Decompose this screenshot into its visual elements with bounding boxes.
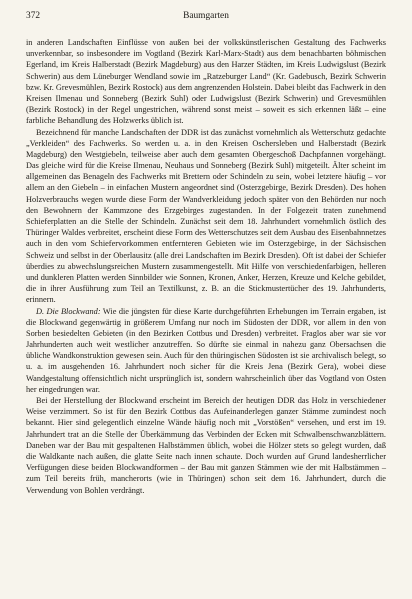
paragraph-text: Bei der Herstellung der Blockwand erscheint im Bereich der heutigen DDR das Holz in verschiedener Weise verzimmert. So ist für den Bezirk Cottbus das Aufeinanderlegen ganzer Stämme zumindest noch bekannt. Hier sind gelegentlich einzelne Wände häufig noch mit „Vorstößen“ versehen, und erst im 19. Jahrhundert trat an die Stelle der Überkämmung das Verbinden der Ecken mit Schwalbenschwanzblättern. Daneben war der Bau mit gespaltenen Halbstämmen üblich, wobei die Hölzer stets so gelegt wurden, daß die Waldkante nach außen, die glatte Seite nach innen schaute. Doch wurden auf Grund landesherrlicher Verfügungen diese beiden Blockwandformen – der Bau mit ganzen Stämmen wie der mit Halbstämmen – zum Teil bereits früh, mancherorts (wie in Thüringen) schon seit dem 16. Jahrhundert, durch die Verwendung von Bohlen verdrängt. — [26, 396, 386, 495]
body-text — [26, 37, 386, 496]
paragraph — [26, 127, 386, 306]
page-header — [26, 11, 386, 25]
paragraph — [26, 395, 386, 496]
section-title: D. Die Blockwand: — [36, 306, 101, 316]
paragraph-text: in anderen Landschaften Einflüsse von außen bei der volkskünstlerischen Gestaltung des Fachwerks unverkennbar, so insbesondere im Vogtland (Bezirk Karl-Marx-Stadt) aus dem benachbarten böhmischen Egerland, im Kreis Halberstadt (Bezirk Magdeburg) aus den Harzer Städten, im Kreis Ludwigslust (Bezirk Schwerin) aus dem Lüneburger Wendland sowie im „Ratzeburger Land“ (Kr. Gadebusch, Bezirk Schwerin bzw. Kr. Grevesmühlen, Bezirk Rostock) aus dem angrenzenden Holstein. Dabei bleibt das Fachwerk in den Kreisen Ilmenau und Sonneberg (Bezirk Suhl) oder Ludwigslust (Bezirk Schwerin) und Grevesmühlen (Bezirk Rostock) in der Regel ungestrichen, während sonst meist – soweit es sich erkennen läßt – eine farbliche Behandlung des Holzwerks üblich ist. — [26, 38, 386, 126]
paragraph-text: Bezeichnend für manche Landschaften der DDR ist das zunächst vornehmlich als Wetterschutz gedachte „Verkleiden“ des Fachwerks. So werden u. a. in den Kreisen Oschersleben und Halberstadt (Bezirk Magdeburg) den Westgiebeln, teilweise aber auch dem gesamten Obergeschoß Dachpfannen vorgehängt. Das gleiche wird für die Kreise Ilmenau, Neuhaus und Sonneberg (Bezirk Suhl) mitgeteilt. Älter scheint im allgemeinen das Benageln des Fachwerks mit Brettern oder Schindeln zu sein, wobei letztere häufig – vor allem an den Giebeln – in einfachen Mustern angeordnet sind (Osterzgebirge, Bezirk Dresden). Des hohen Holzverbrauchs wegen wurde diese Form der Wandverkleidung jedoch später von den Behörden nur noch den Bewohnern der Kammzone des Erzgebirges zugestanden. In der Folgezeit traten zunehmend Schieferplatten an die Stelle der Schindeln. Zunächst seit dem 18. Jahrhundert vornehmlich östlich des Thüringer Waldes verbreitet, erscheint diese Form des Wetterschutzes seit dem Ausbau des Eisenbahnnetzes auch in den vom Schiefervorkommen entfernteren Gebieten wie im Osterzgebirge, in der Sächsischen Schweiz und selbst in der Oberlausitz (alle drei Landschaften im Bezirk Dresden). Oft ist dabei der Schiefer überdies zu abwechslungsreichen Mustern zusammengestellt. Mit Hilfe von verschiedenfarbigen, helleren und dunkleren Platten werden Sinnbilder wie Sonnen, Kronen, Anker, Herzen, Kreuze und Kelche gebildet, die in ihrer Ausführung zum Teil an Textilkunst, z. B. an die Stickmustertücher des 19. Jahrhunderts, erinnern. — [26, 127, 386, 305]
page-number: 372 — [26, 11, 41, 21]
running-head: Baumgarten — [183, 11, 229, 21]
paragraph-text: Wie die jüngsten für diese Karte durchgeführten Erhebungen im Terrain ergaben, ist die Blockwand gegenwärtig in größerem Umfang nur noch im Südosten der DDR, vor allem in den von Sorben besiedelten Gebieten (in den Bezirken Cottbus und Dresden) verbreitet. Fraglos aber war sie vor Jahrhunderten auch weit westlicher anzutreffen. So dürfte sie einmal in nahezu ganz Obersachsen die übliche Wandkonstruktion gewesen sein. Auch für den thüringischen Südosten ist sie archivalisch belegt, so u. a. im ausgehenden 16. Jahrhundert noch sicher für die Kreis Jena (Bezirk Gera), wobei diese Wandgestaltung offensichtlich nicht ursprünglich ist, sondern wahrscheinlich über das Vogtland von Osten her eingedrungen war. — [26, 306, 387, 394]
paragraph — [26, 306, 386, 396]
paragraph — [26, 37, 386, 127]
